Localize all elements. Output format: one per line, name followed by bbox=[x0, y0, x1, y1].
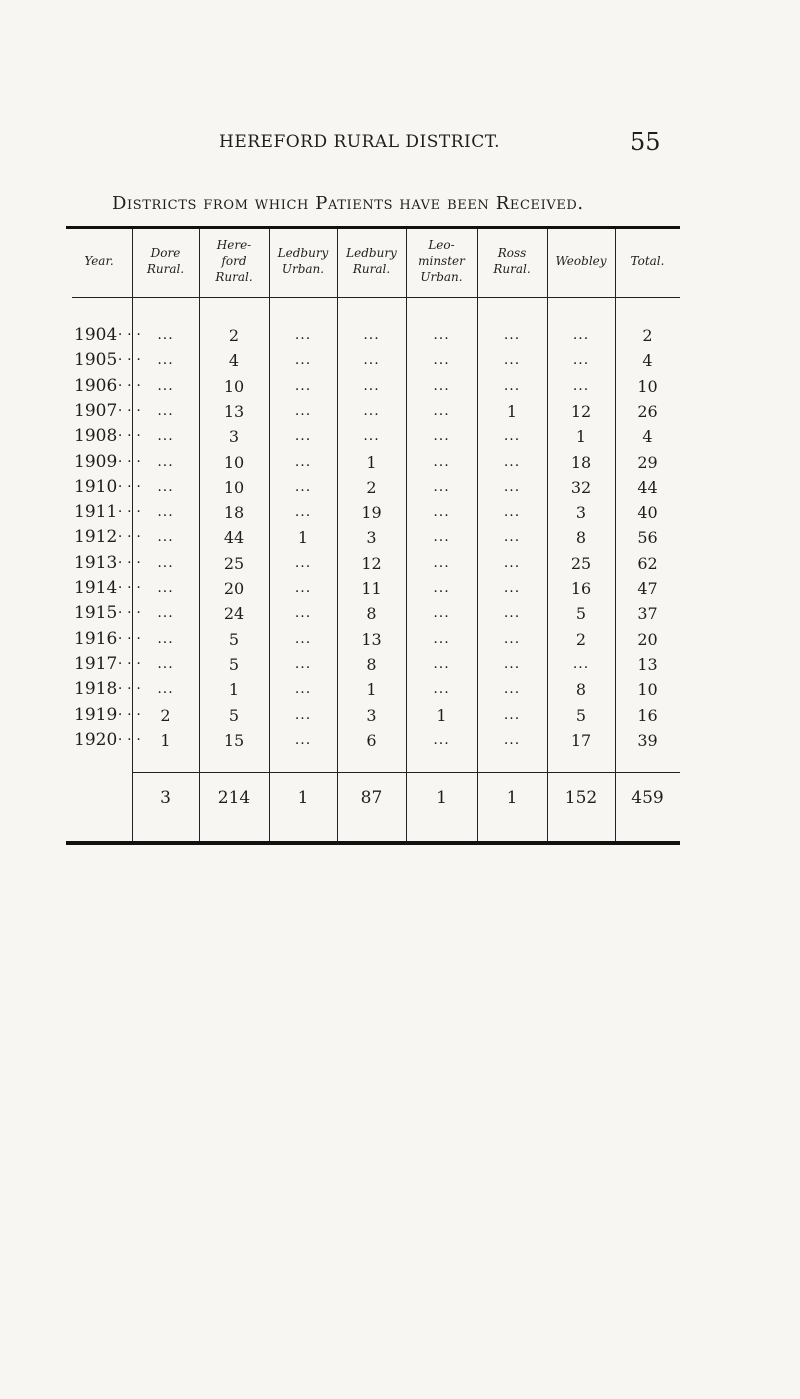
table-cell: ... bbox=[157, 352, 174, 369]
table-cell: ... bbox=[433, 402, 450, 419]
table-cell: 17 bbox=[570, 730, 592, 750]
table-cell: ... bbox=[294, 377, 312, 394]
table-row bbox=[66, 601, 680, 626]
table-cell: ... bbox=[294, 504, 312, 521]
table-cell: 40 bbox=[637, 503, 658, 523]
table-cell: 5 bbox=[228, 705, 240, 725]
table-cell: 2 bbox=[642, 326, 653, 345]
table-cell: ... bbox=[157, 402, 174, 419]
table-cell: ... bbox=[433, 630, 450, 647]
table-cell: 20 bbox=[637, 629, 658, 649]
table-cell: ... bbox=[294, 630, 312, 647]
header-ross-rural: Ross Rural. bbox=[493, 246, 531, 276]
leader-dots: · · · bbox=[114, 377, 142, 394]
total-cell: 152 bbox=[564, 788, 598, 808]
leader-dots: · · · bbox=[114, 504, 142, 521]
totals-rule bbox=[132, 772, 680, 773]
total-cell: 214 bbox=[217, 788, 251, 808]
table-cell: ... bbox=[294, 580, 312, 596]
table-row bbox=[66, 525, 680, 550]
table-cell: 29 bbox=[637, 452, 658, 472]
table-cell: ... bbox=[433, 554, 450, 571]
table-cell: ... bbox=[503, 731, 521, 748]
table-cell: 5 bbox=[575, 604, 587, 624]
table-cell: ... bbox=[503, 453, 521, 470]
year-cell: 1912 bbox=[74, 527, 118, 548]
table-row bbox=[66, 323, 680, 348]
table-cell: 39 bbox=[637, 730, 658, 750]
table-cell: 62 bbox=[637, 553, 658, 573]
year-cell: 1908 bbox=[74, 426, 118, 447]
table-cell: ... bbox=[433, 377, 450, 394]
table-cell: ... bbox=[294, 402, 312, 419]
table-cell: ... bbox=[503, 605, 521, 622]
table-cell: 1 bbox=[575, 427, 587, 447]
table-cell: ... bbox=[433, 504, 450, 521]
table-cell: 3 bbox=[228, 427, 240, 447]
year-cell: 1914 bbox=[74, 578, 118, 598]
total-cell: 459 bbox=[631, 788, 664, 808]
table-cell: 1 bbox=[366, 680, 377, 700]
table-cell: ... bbox=[157, 554, 174, 571]
table-cell: ... bbox=[294, 352, 312, 369]
totals-row bbox=[66, 786, 680, 811]
table-cell: 4 bbox=[642, 427, 653, 447]
leader-dots: · · · bbox=[114, 428, 142, 445]
table-cell: ... bbox=[294, 428, 312, 445]
table-cell: ... bbox=[157, 504, 174, 521]
table-cell: 8 bbox=[575, 528, 587, 548]
table-cell: ... bbox=[503, 327, 521, 343]
table-cell: ... bbox=[433, 580, 450, 596]
header-ledbury-urban: Ledbury Urban. bbox=[277, 246, 329, 276]
table-cell: 37 bbox=[637, 604, 658, 624]
table-cell: 24 bbox=[223, 604, 245, 624]
table-cell: ... bbox=[363, 428, 380, 445]
table-row bbox=[66, 500, 680, 525]
table-cell: ... bbox=[157, 580, 174, 596]
table-cell: 26 bbox=[637, 401, 658, 421]
table-cell: ... bbox=[294, 681, 312, 698]
table-cell: ... bbox=[294, 605, 312, 622]
table-cell: 10 bbox=[223, 376, 245, 396]
table-cell: ... bbox=[503, 630, 521, 647]
table-cell: 3 bbox=[575, 503, 587, 523]
table-cell: 8 bbox=[366, 604, 377, 624]
table-cell: ... bbox=[363, 402, 380, 419]
year-cell: 1911 bbox=[74, 502, 118, 523]
table-cell: 5 bbox=[228, 629, 240, 649]
header-total: Total. bbox=[630, 254, 665, 268]
table-cell: ... bbox=[294, 478, 312, 495]
table-cell: ... bbox=[572, 377, 590, 394]
table-row bbox=[66, 551, 680, 576]
total-cell: 1 bbox=[436, 788, 447, 808]
table-cell: ... bbox=[503, 681, 521, 698]
table-cell: ... bbox=[363, 352, 380, 369]
table-cell: 13 bbox=[361, 629, 382, 649]
table-cell: ... bbox=[503, 352, 521, 369]
table-cell: ... bbox=[294, 554, 312, 571]
table-cell: 13 bbox=[637, 654, 658, 674]
table-row bbox=[66, 475, 680, 500]
year-cell: 1904 bbox=[74, 325, 118, 345]
running-head-title: HEREFORD RURAL DISTRICT. bbox=[219, 132, 501, 152]
table-cell: 3 bbox=[366, 705, 377, 725]
table-cell: ... bbox=[433, 605, 450, 622]
table-cell: 15 bbox=[223, 730, 245, 750]
table-row bbox=[66, 703, 680, 728]
table-cell: ... bbox=[294, 655, 312, 672]
table-cell: 18 bbox=[570, 452, 592, 472]
table-cell: ... bbox=[157, 681, 174, 698]
table-cell: ... bbox=[433, 478, 450, 495]
table-cell: 1 bbox=[228, 680, 240, 700]
table-cell: 1 bbox=[160, 730, 171, 750]
leader-dots: · · · bbox=[114, 630, 142, 647]
table-cell: ... bbox=[433, 327, 450, 343]
table-cell: ... bbox=[572, 352, 590, 369]
table-caption: Districts from which Patients have been Received. bbox=[112, 193, 584, 214]
table-row bbox=[66, 424, 680, 449]
table-cell: 16 bbox=[570, 579, 592, 598]
total-cell: 3 bbox=[160, 788, 171, 808]
year-cell: 1907 bbox=[74, 400, 118, 421]
table-cell: 3 bbox=[366, 528, 377, 548]
table-cell: ... bbox=[157, 529, 174, 546]
leader-dots: · · · bbox=[114, 605, 142, 622]
leader-dots: · · · bbox=[114, 327, 142, 343]
year-cell: 1905 bbox=[74, 350, 118, 371]
table-cell: 2 bbox=[228, 326, 240, 345]
year-cell: 1917 bbox=[74, 653, 118, 674]
table-cell: ... bbox=[433, 731, 450, 748]
year-cell: 1913 bbox=[74, 552, 118, 573]
page-number: 55 bbox=[630, 128, 661, 156]
table-cell: 20 bbox=[223, 579, 245, 598]
table-cell: 44 bbox=[223, 528, 245, 548]
table-cell: 12 bbox=[570, 401, 592, 421]
table-row bbox=[66, 677, 680, 702]
table-cell: ... bbox=[363, 377, 380, 394]
table-cell: 25 bbox=[223, 553, 245, 573]
table-cell: 12 bbox=[361, 553, 382, 573]
leader-dots: · · · bbox=[114, 706, 142, 723]
leader-dots: · · · bbox=[114, 453, 142, 470]
year-cell: 1920 bbox=[74, 729, 118, 750]
header-leominster-urban: Leo- minster Urban. bbox=[418, 238, 465, 284]
table-cell: 47 bbox=[637, 579, 658, 598]
table-cell: 4 bbox=[228, 351, 240, 371]
table-cell: ... bbox=[157, 453, 174, 470]
table-cell: ... bbox=[294, 731, 312, 748]
table-cell: ... bbox=[157, 605, 174, 622]
table-cell: 10 bbox=[223, 452, 245, 472]
year-cell: 1916 bbox=[74, 628, 118, 649]
table-cell: 32 bbox=[570, 477, 592, 497]
table-row bbox=[66, 450, 680, 475]
table-cell: ... bbox=[363, 327, 380, 343]
table-cell: ... bbox=[572, 655, 590, 672]
leader-dots: · · · bbox=[114, 731, 142, 748]
table-cell: 1 bbox=[506, 401, 518, 421]
table-cell: 19 bbox=[361, 503, 382, 523]
table-row bbox=[66, 399, 680, 424]
table-row bbox=[66, 627, 680, 652]
table-cell: ... bbox=[157, 377, 174, 394]
table-cell: ... bbox=[503, 706, 521, 723]
table-cell: 4 bbox=[642, 351, 653, 371]
table-row bbox=[66, 348, 680, 373]
leader-dots: · · · bbox=[114, 352, 142, 369]
table-cell: ... bbox=[433, 352, 450, 369]
table-cell: 2 bbox=[366, 477, 377, 497]
year-cell: 1919 bbox=[74, 704, 118, 725]
table-row bbox=[66, 576, 680, 601]
leader-dots: · · · bbox=[114, 554, 142, 571]
patients-table bbox=[66, 226, 680, 846]
table-cell: ... bbox=[503, 377, 521, 394]
table-row bbox=[66, 728, 680, 753]
header-hereford-rural: Here- ford Rural. bbox=[215, 238, 253, 284]
table-cell: 10 bbox=[223, 477, 245, 497]
header-rule bbox=[72, 297, 680, 298]
table-cell: 8 bbox=[366, 654, 377, 674]
table-cell: ... bbox=[433, 453, 450, 470]
table-cell: 2 bbox=[160, 705, 171, 725]
table-cell: ... bbox=[157, 655, 174, 672]
table-cell: 13 bbox=[223, 401, 245, 421]
table-cell: 1 bbox=[436, 705, 447, 725]
table-cell: ... bbox=[157, 428, 174, 445]
table-cell: 16 bbox=[637, 705, 658, 725]
total-cell: 1 bbox=[506, 788, 518, 808]
leader-dots: · · · bbox=[114, 655, 142, 672]
table-cell: ... bbox=[503, 504, 521, 521]
bottom-rule bbox=[66, 841, 680, 845]
year-cell: 1909 bbox=[74, 451, 118, 472]
table-cell: ... bbox=[503, 580, 521, 596]
table-cell: 1 bbox=[366, 452, 377, 472]
table-cell: ... bbox=[503, 529, 521, 546]
year-cell: 1918 bbox=[74, 679, 118, 700]
table-cell: 2 bbox=[575, 629, 587, 649]
table-cell: ... bbox=[433, 529, 450, 546]
year-cell: 1910 bbox=[74, 476, 118, 497]
table-cell: ... bbox=[157, 630, 174, 647]
leader-dots: · · · bbox=[114, 580, 142, 596]
table-cell: 11 bbox=[361, 579, 382, 598]
table-cell: 1 bbox=[297, 528, 309, 548]
table-cell: ... bbox=[503, 554, 521, 571]
table-cell: 10 bbox=[637, 680, 658, 700]
table-cell: 44 bbox=[637, 477, 658, 497]
running-head bbox=[0, 128, 800, 156]
table-cell: 25 bbox=[570, 553, 592, 573]
year-cell: 1906 bbox=[74, 375, 118, 396]
table-cell: 5 bbox=[228, 654, 240, 674]
table-cell: ... bbox=[294, 327, 312, 343]
table-row bbox=[66, 374, 680, 399]
table-cell: ... bbox=[503, 428, 521, 445]
table-cell: ... bbox=[503, 655, 521, 672]
table-cell: 8 bbox=[575, 680, 587, 700]
year-cell: 1915 bbox=[74, 603, 118, 624]
table-cell: ... bbox=[294, 706, 312, 723]
total-cell: 1 bbox=[297, 788, 309, 808]
table-cell: ... bbox=[157, 478, 174, 495]
table-cell: 6 bbox=[366, 730, 377, 750]
table-cell: ... bbox=[503, 478, 521, 495]
leader-dots: · · · bbox=[114, 529, 142, 546]
header-year: Year. bbox=[84, 254, 114, 268]
table-cell: ... bbox=[433, 681, 450, 698]
table-cell: ... bbox=[294, 453, 312, 470]
header-ledbury-rural: Ledbury Rural. bbox=[346, 246, 397, 276]
header-weobley: Weobley bbox=[555, 254, 607, 268]
table-row bbox=[66, 652, 680, 677]
total-cell: 87 bbox=[360, 788, 383, 808]
table-cell: 18 bbox=[223, 503, 245, 523]
table-cell: ... bbox=[157, 327, 174, 343]
table-cell: ... bbox=[572, 327, 590, 343]
leader-dots: · · · bbox=[114, 478, 142, 495]
table-cell: ... bbox=[433, 428, 450, 445]
table-cell: 10 bbox=[637, 376, 658, 396]
table-cell: 56 bbox=[637, 528, 658, 548]
leader-dots: · · · bbox=[114, 402, 142, 419]
leader-dots: · · · bbox=[114, 681, 142, 698]
table-cell: ... bbox=[433, 655, 450, 672]
table-cell: 5 bbox=[575, 705, 587, 725]
header-dore-rural: Dore Rural. bbox=[146, 246, 185, 276]
